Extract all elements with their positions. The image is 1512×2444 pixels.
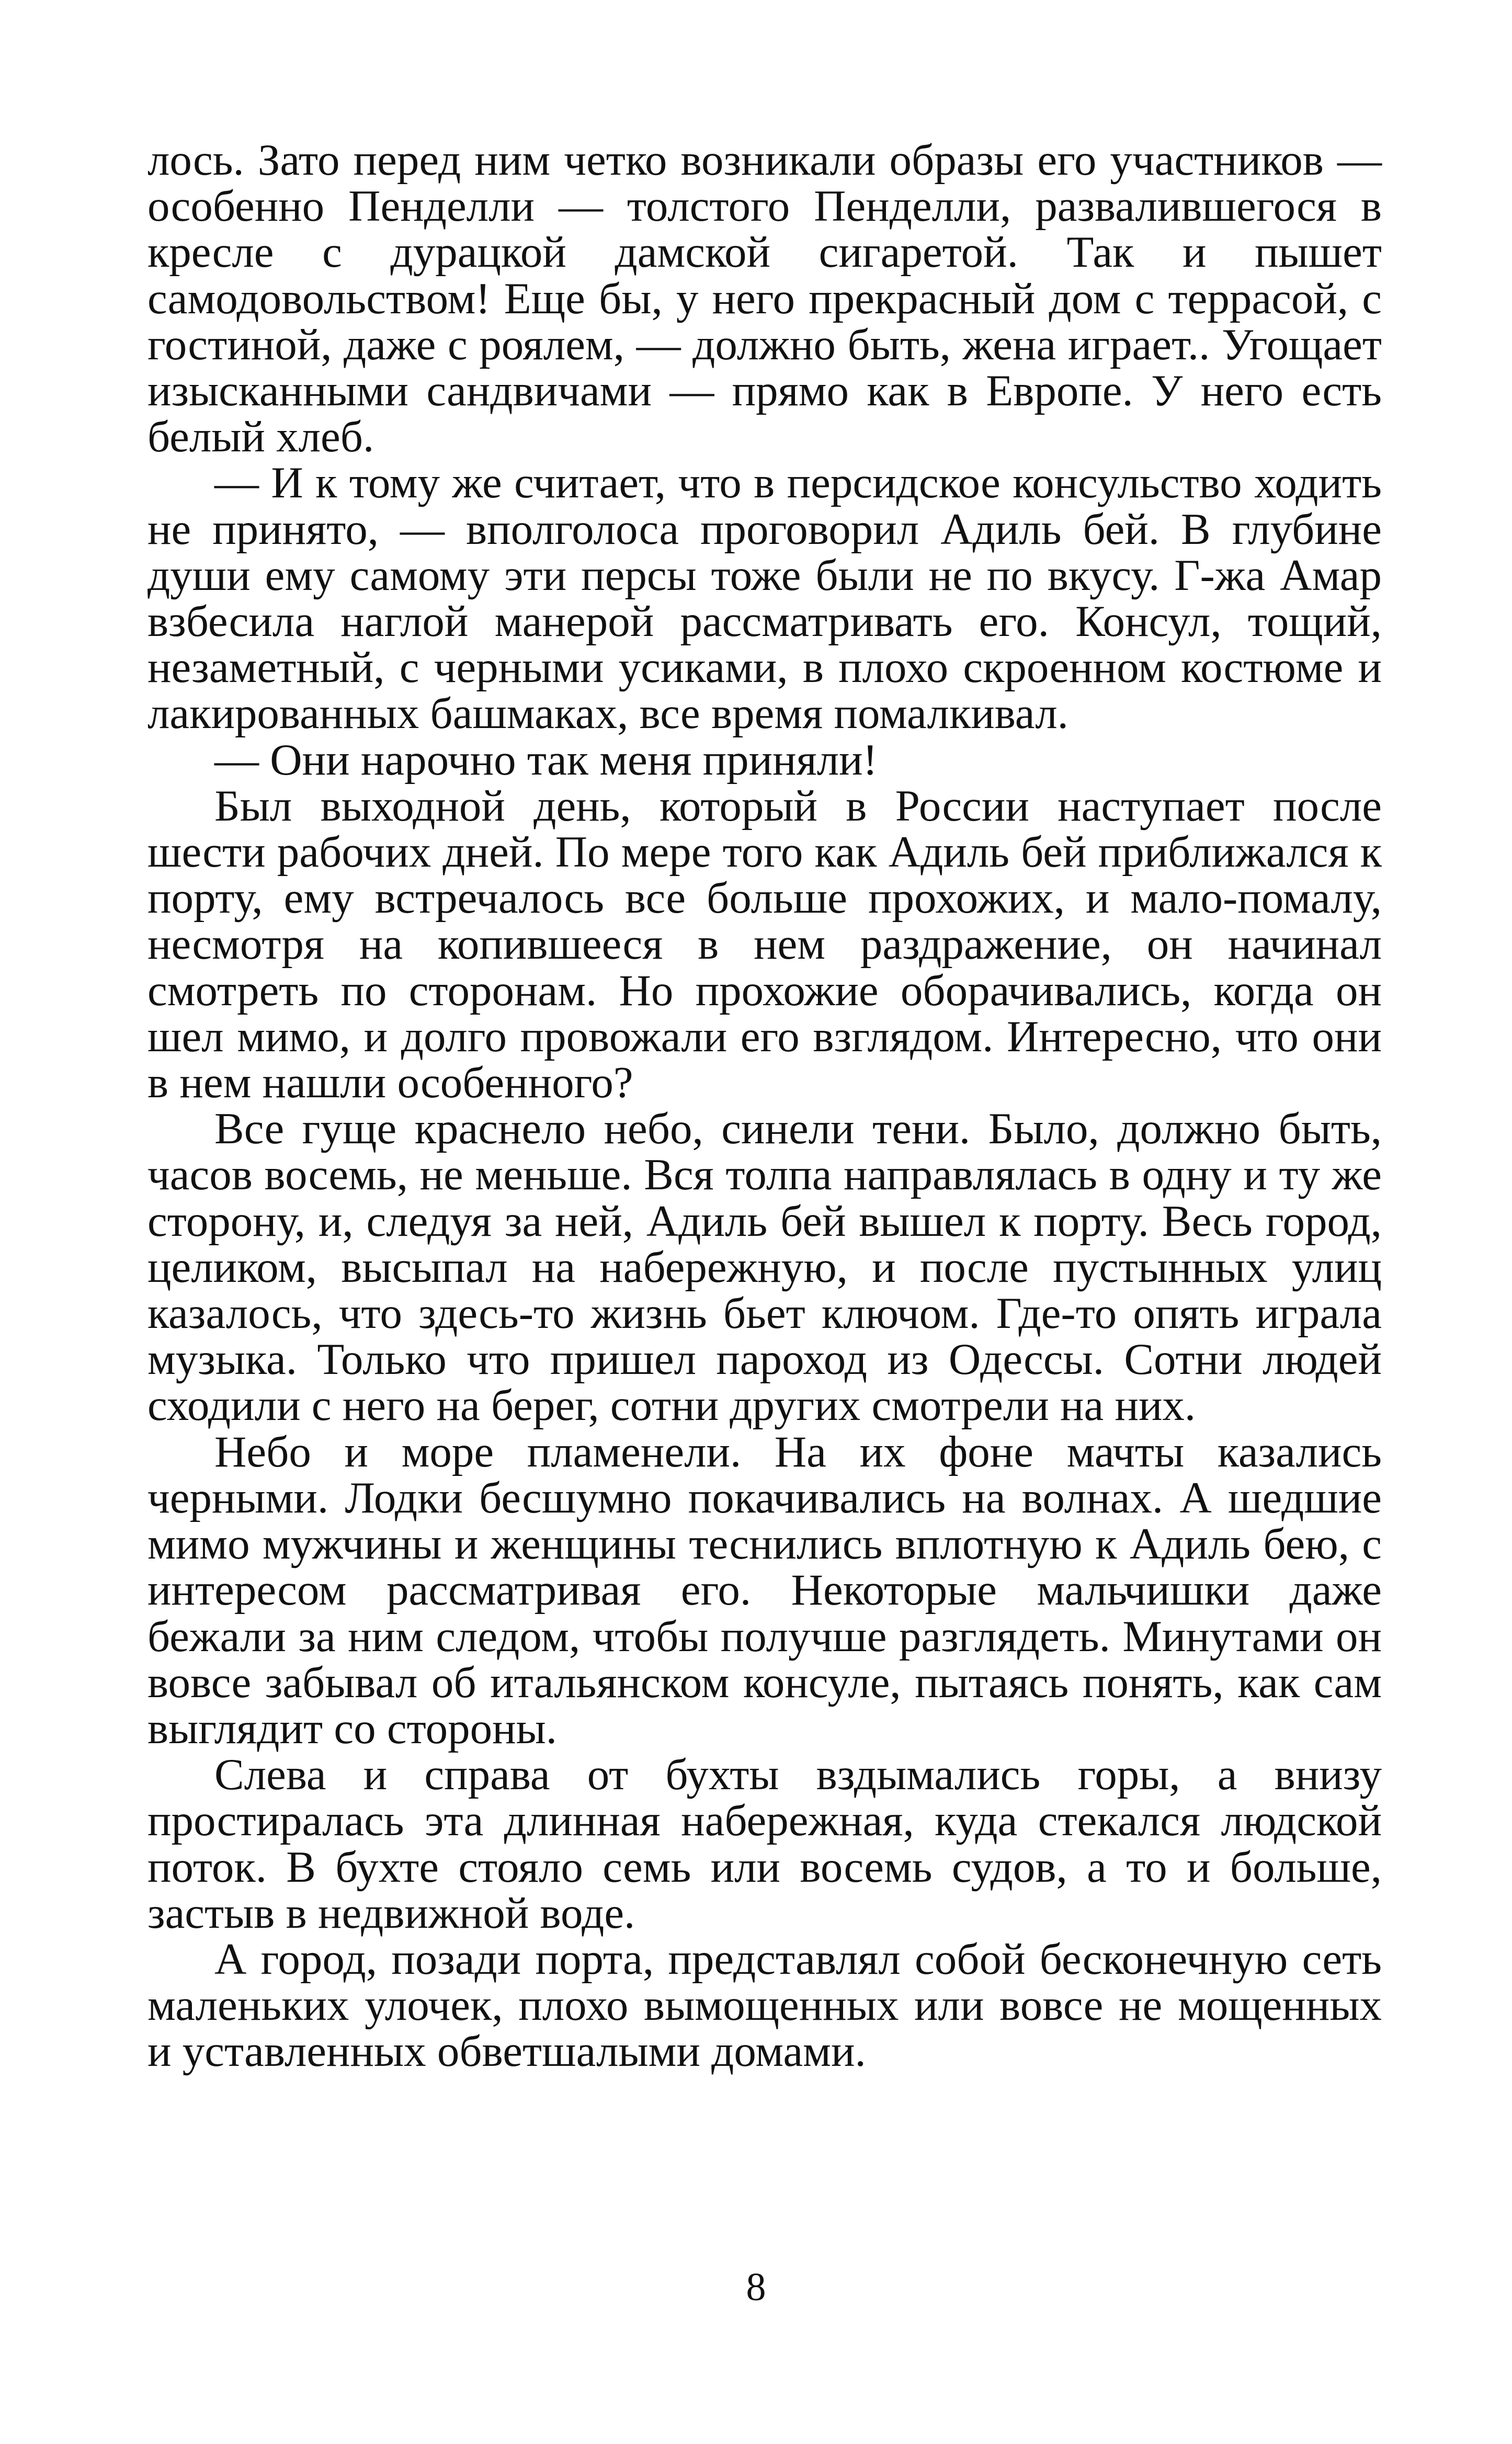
paragraph-6: Небо и море пламенели. На их фоне мачты казались черными. Лодки бесшумно покачивались на волнах. А шедшие мимо мужчины и женщины теснились вплотную к Адиль бею, с интересом рассматривая его. Некоторые мальчишки даже бежали за ним следом, чтобы получше разглядеть. Минутами он вовсе забывал об итальянском консуле, пытаясь понять, как сам выглядит со стороны. [147, 1427, 1382, 1753]
page-number: 8 [746, 2265, 766, 2309]
paragraph-3: — Они нарочно так меня приняли! [214, 735, 878, 785]
paragraph-7: Слева и справа от бухты вздымались горы, а внизу простиралась эта длинная набережная, куда стекался людской поток. В бухте стояло семь или восемь судов, а то и больше, застыв в недвижной воде. [147, 1750, 1382, 1938]
paragraph-2: — И к тому же считает, что в персидское консульство ходить не принято, — вполголоса проговорил Адиль бей. В глубине души ему самому эти персы тоже были не по вкусу. Г-жа Амар взбесила наглой манерой рассматривать его. Консул, тощий, незаметный, с черными усиками, в плохо скроенном костюме и лакированных башмаках, все время помалкивал. [147, 458, 1382, 738]
paragraph-4: Был выходной день, который в России наступает после шести рабочих дней. По мере того как Адиль бей приближался к порту, ему встречалось все больше прохожих, и мало-помалу, несмотря на копившееся в нем раздражение, он начинал смотреть по сторонам. Но прохожие оборачивались, когда он шел мимо, и долго провожали его взглядом. Интересно, что они в нем нашли особенного? [147, 781, 1382, 1108]
paragraph-8: А город, позади порта, представлял собой бесконечную сеть маленьких улочек, плохо вымощенных или вовсе не мощенных и уставленных обветшалыми домами. [147, 1934, 1382, 2076]
body-text [147, 137, 1382, 2075]
paragraph-1: лось. Зато перед ним четко возникали образы его участников — особенно Пенделли — толстого Пенделли, развалившегося в кресле с дурацкой дамской сигаретой. Так и пышет самодовольством! Еще бы, у него прекрасный дом с террасой, с гостиной, даже с роялем, — должно быть, жена играет.. Угощает изысканными сандвичами — прямо как в Европе. У него есть белый хлеб. [147, 135, 1382, 462]
paragraph-5: Все гуще краснело небо, синели тени. Было, должно быть, часов восемь, не меньше. Вся толпа направлялась в одну и ту же сторону, и, следуя за ней, Адиль бей вышел к порту. Весь город, целиком, высыпал на набережную, и после пустынных улиц казалось, что здесь-то жизнь бьет ключом. Где-то опять играла музыка. Только что пришел пароход из Одессы. Сотни людей сходили с него на берег, сотни других смотрели на них. [147, 1104, 1382, 1430]
